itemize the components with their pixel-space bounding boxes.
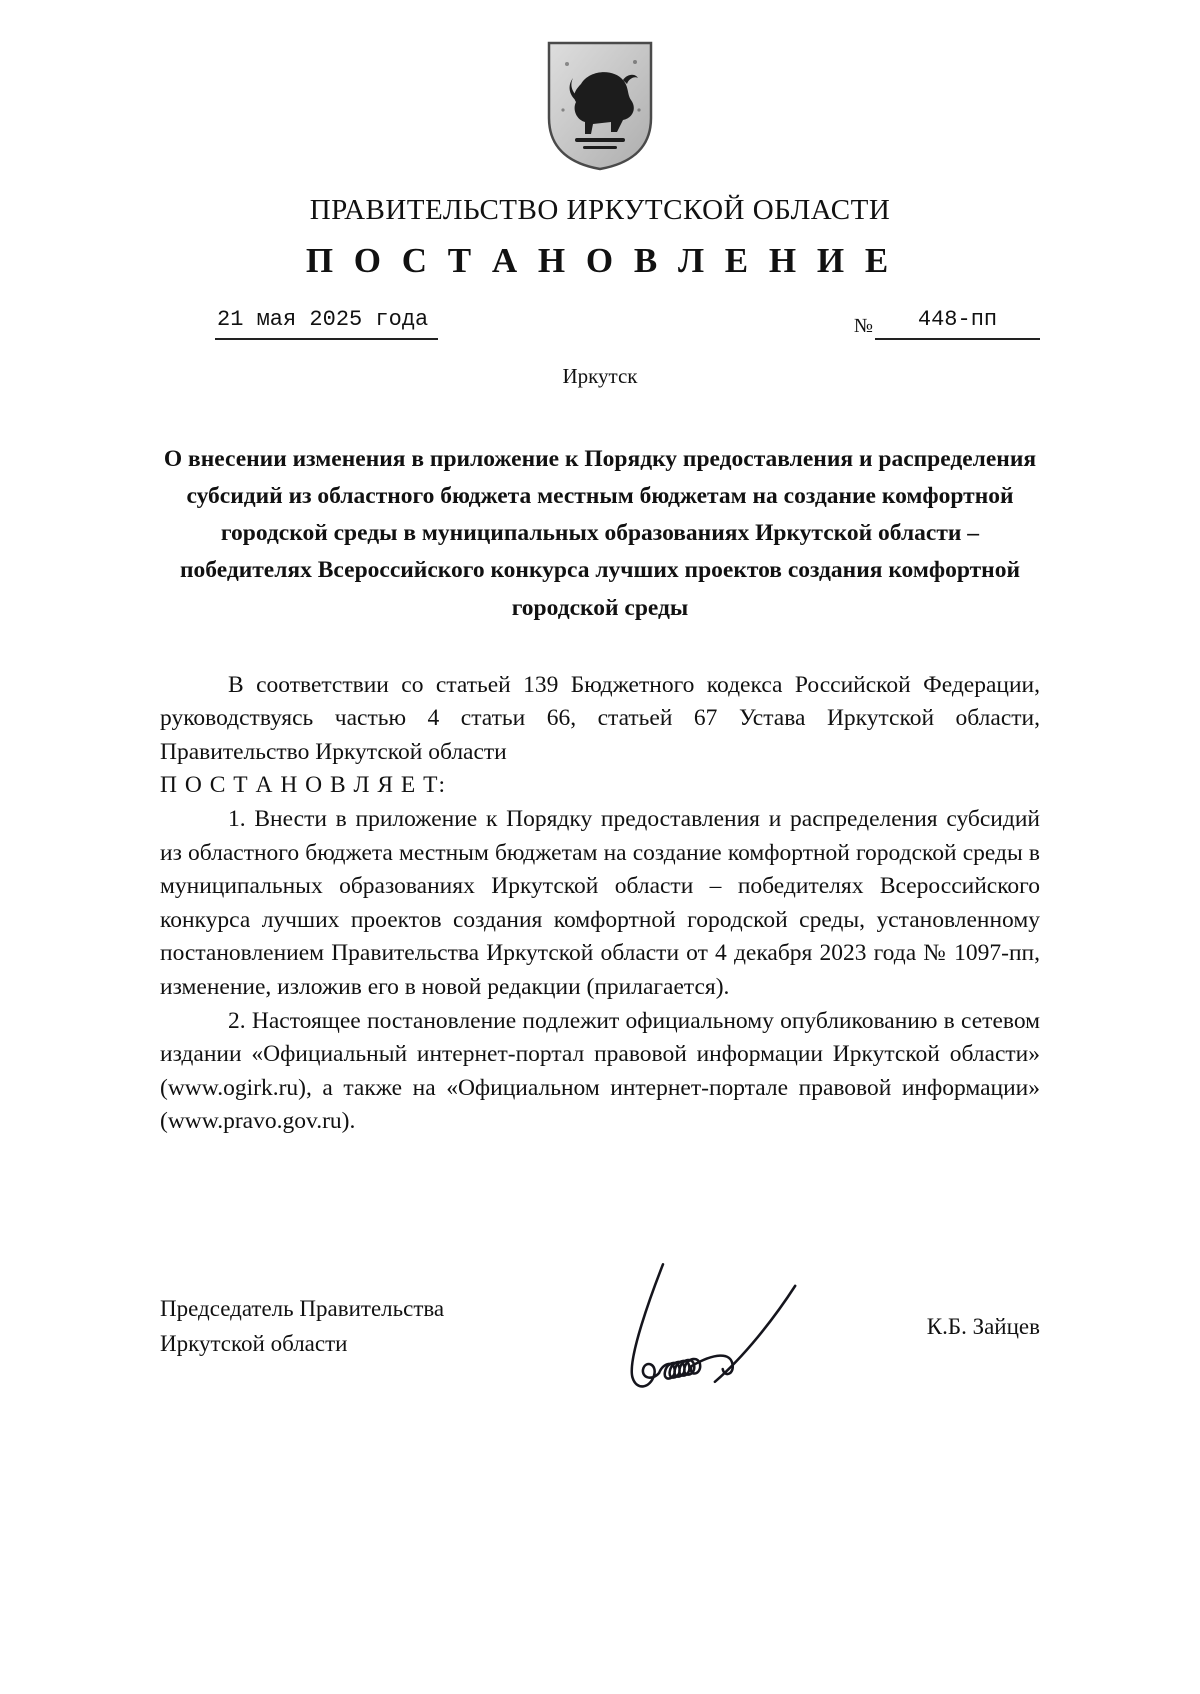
doc-number: 448-пп [875,307,1040,340]
paragraph-item-2: 2. Настоящее постановление подлежит официальному опубликованию в сетевом издании «Официальный интернет-портал правовой информации Иркутской области» (www.ogirk.ru), а также на «Официальном интернет-портале правовой информации» (www.pravo.gov.ru). [160,1007,1040,1135]
coat-of-arms-icon [545,40,655,172]
date-number-row [160,307,1040,340]
number-block [854,307,1040,340]
date-block [215,307,438,340]
doc-date: 21 мая 2025 года [215,307,438,340]
paragraph-postanovlyaet: П О С Т А Н О В Л Я Е Т: [160,772,447,799]
document-body [160,669,1040,1139]
document-title: О внесении изменения в приложение к Порядку предоставления и распределения субсидий из областного бюджета местным бюджетам на создание комфортной городской среды в муниципальных образованиях Иркутской области – победителях Всероссийского конкурса лучших проектов создания комфортной городской среды [163,446,1037,621]
coat-of-arms [0,0,1200,172]
signatory-position-line1: Председатель Правительства [160,1296,445,1322]
signature-autograph [444,1257,927,1397]
signatory-position-line2: Иркутской области [160,1330,348,1356]
signatory-name: К.Б. Зайцев [926,1313,1040,1339]
number-sign: № [853,315,873,337]
signatory-position [160,1292,444,1361]
signature-icon [568,1257,803,1397]
city-label: Иркутск [562,364,638,388]
doc-type-title: П О С Т А Н О В Л Е Н И Е [305,241,895,280]
paragraph-item-1: 1. Внести в приложение к Порядку предоставления и распределения субсидий из областного бюджета местным бюджетам на создание комфортной городской среды в муниципальных образованиях Иркутской области – победителях Всероссийского конкурса лучших проектов создания комфортной городской среды, установленному постановлением Правительства Иркутской области от 4 декабря 2023 года № 1097-пп, изменение, изложив его в новой редакции (прилагается). [160,806,1040,1000]
paragraph-intro: В соответствии со статьей 139 Бюджетного кодекса Российской Федерации, руководствуясь частью 4 статьи 66, статьей 67 Устава Иркутской области, Правительство Иркутской области [160,671,1040,765]
org-name: ПРАВИТЕЛЬСТВО ИРКУТСКОЙ ОБЛАСТИ [309,194,891,226]
signature-block [160,1257,1040,1397]
